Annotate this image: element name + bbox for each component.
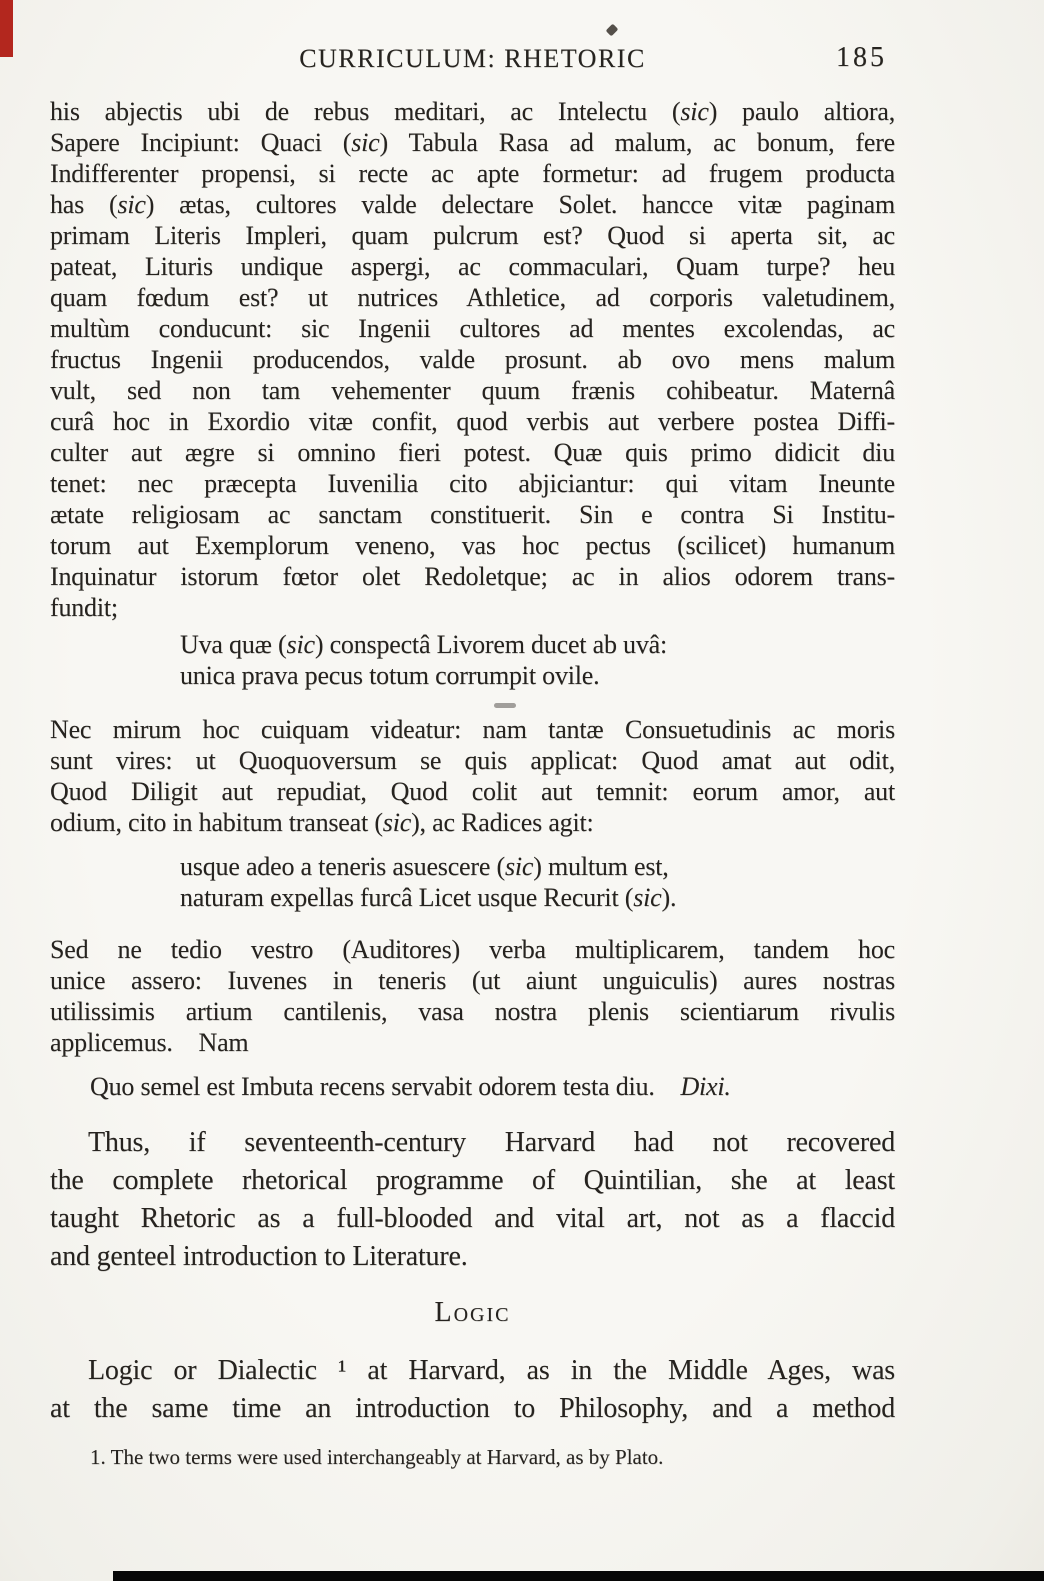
- latin-paragraph-1: [50, 96, 895, 623]
- text-line: naturam expellas furcâ Licet usque Recurit (sic).: [180, 883, 677, 912]
- text-line: utilissimis artium cantilenis, vasa nostra plenis scientiarum rivulis: [50, 997, 895, 1026]
- text-line: tenet: nec præcepta Iuvenilia cito abjiciantur: qui vitam Ineunte: [50, 469, 895, 498]
- page-number: 185: [836, 42, 887, 73]
- italic-text: sic: [680, 97, 709, 126]
- text-line: his abjectis ubi de rebus meditari, ac Intelectu (sic) paulo altiora,: [50, 97, 895, 126]
- page-title: CURRICULUM: RHETORIC: [299, 44, 646, 73]
- italic-text: sic: [286, 630, 315, 659]
- footnote: [50, 1444, 895, 1470]
- scan-edge-red-mark: [0, 0, 13, 57]
- italic-text: Dixi.: [680, 1072, 731, 1101]
- latin-paragraph-2: [50, 714, 895, 838]
- latin-closing-quote: [50, 1071, 895, 1102]
- text-line: Sapere Incipiunt: Quaci (sic) Tabula Rasa ad malum, ac bonum, fere: [50, 128, 896, 157]
- text-line: applicemus. Nam: [50, 1028, 249, 1057]
- text-line: at the same time an introduction to Philosophy, and a method: [50, 1393, 895, 1424]
- italic-text: sic: [351, 128, 380, 157]
- text-line: primam Literis Impleri, quam pulcrum est? Quod si aperta sit, ac: [50, 221, 895, 250]
- text-line: Indifferenter propensi, si recte ac apte formetur: ad frugem producta: [50, 159, 895, 188]
- text-line: Uva quæ (sic) conspectâ Livorem ducet ab uvâ:: [180, 630, 668, 659]
- ink-speck: [606, 24, 619, 37]
- text-line: Nec mirum hoc cuiquam videatur: nam tantæ Consuetudinis ac moris: [50, 715, 895, 744]
- latin-paragraph-3: [50, 934, 895, 1058]
- text-line: Logic or Dialectic ¹ at Harvard, as in the Middle Ages, was: [88, 1355, 895, 1386]
- text-line: Quo semel est Imbuta recens servabit odorem testa diu. Dixi.: [90, 1072, 731, 1101]
- text-line: fundit;: [50, 593, 118, 622]
- text-line: fructus Ingenii producendos, valde prosunt. ab ovo mens malum: [50, 345, 895, 374]
- text-line: the complete rhetorical programme of Quintilian, she at least: [50, 1165, 895, 1196]
- english-paragraph-2: [50, 1352, 895, 1428]
- text-line: ætate religiosam ac sanctam constituerit. Sin e contra Si Institu-: [50, 500, 895, 529]
- text-line: has (sic) ætas, cultores valde delectare Solet. hancce vitæ paginam: [50, 190, 896, 219]
- text-line: unice assero: Iuvenes in teneris (ut aiunt unguiculis) aures nostras: [50, 966, 895, 995]
- text-line: vult, sed non tam vehementer quum frænis cohibeatur. Maternâ: [50, 376, 895, 405]
- italic-text: sic: [504, 852, 534, 881]
- text-line: culter aut ægre si omnino fieri potest. Quæ quis primo didicit diu: [50, 438, 895, 467]
- text-line: usque adeo a teneris asuescere (sic) multum est,: [180, 852, 669, 881]
- text-line: taught Rhetoric as a full-blooded and vital art, not as a flaccid: [50, 1203, 895, 1234]
- text-line: torum aut Exemplorum veneno, vas hoc pectus (scilicet) humanum: [50, 531, 895, 560]
- text-line: 1. The two terms were used interchangeably at Harvard, as by Plato.: [90, 1445, 664, 1469]
- english-paragraph-1: [50, 1124, 895, 1276]
- text-line: quam fœdum est? ut nutrices Athletice, ad corporis valetudinem,: [50, 283, 895, 312]
- text-line: unica prava pecus totum corrumpit ovile.: [180, 661, 600, 690]
- ink-smudge: [494, 703, 516, 708]
- text-line: multùm conducunt: sic Ingenii cultores ad mentes excolendas, ac: [50, 314, 895, 343]
- text-line: Thus, if seventeenth-century Harvard had not recovered: [88, 1127, 895, 1158]
- italic-text: sic: [382, 808, 412, 837]
- text-line: Inquinatur istorum fœtor olet Redoletque; ac in alios odorem trans-: [50, 562, 895, 591]
- latin-verse-2: [50, 851, 895, 913]
- text-line: odium, cito in habitum transeat (sic), ac Radices agit:: [50, 808, 594, 837]
- section-heading-logic: Logic: [434, 1297, 511, 1328]
- text-line: Quod Diligit aut repudiat, Quod colit aut temnit: eorum amor, aut: [50, 777, 895, 806]
- text-line: sunt vires: ut Quoquoversum se quis applicat: Quod amat aut odit,: [50, 746, 895, 775]
- italic-text: sic: [117, 190, 146, 219]
- latin-verse-1: [50, 629, 895, 691]
- text-line: Sed ne tedio vestro (Auditores) verba multiplicarem, tandem hoc: [50, 935, 895, 964]
- text-line: and genteel introduction to Literature.: [50, 1241, 468, 1272]
- text-line: curâ hoc in Exordio vitæ confit, quod verbis aut verbere postea Diffi-: [50, 407, 895, 436]
- text-line: pateat, Lituris undique aspergi, ac commaculari, Quam turpe? heu: [50, 252, 895, 281]
- scan-bottom-bar: [113, 1571, 1044, 1581]
- running-header: [50, 44, 895, 78]
- italic-text: sic: [633, 883, 662, 912]
